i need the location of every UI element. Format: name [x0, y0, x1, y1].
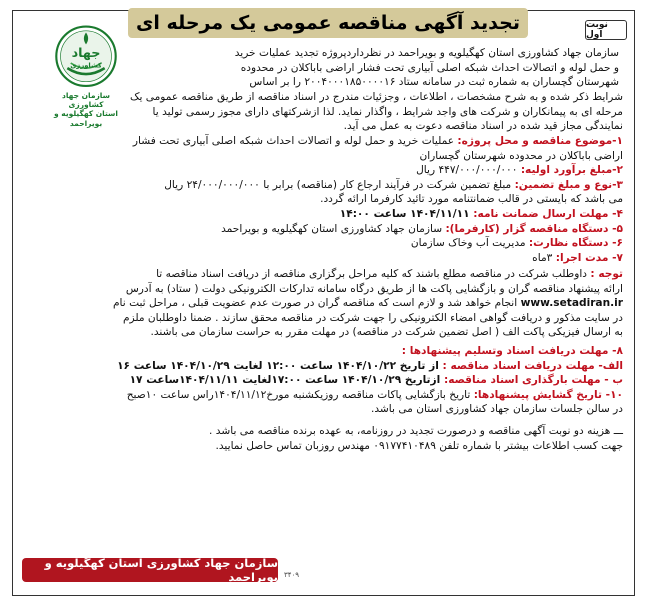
- closing-notes: [19, 424, 623, 453]
- logo-emblem-icon: [48, 24, 124, 89]
- intro-paragraph-top: سازمان جهاد کشاورزی استان کهگیلویه و بویراحمد در نظرداردپروژه تجدید عملیات خرید و حمل لوله و اتصالات احداث شبکه اصلی آبیاری تحت فشار اراضی باباکلان در محدوده شهرستان گچساران به شماره ثبت در سامانه ستاد ۲۰۰۴۰۰۰۱۸۵۰۰۰۰۱۶ را بر اساس: [234, 47, 619, 89]
- footer-org-banner: سازمان جهاد کشاورزی استان کهگیلویه و بویراحمد: [22, 558, 278, 582]
- item-supervisor: ۶- دستگاه نظارت: مدیریت آب وخاک سازمان: [410, 237, 623, 250]
- item-guarantee: ۳-نوع و مبلغ تضمین: مبلغ تضمین شرکت در فرآیند ارجاع کار (مناقصه) برابر با ۲۴/۰۰۰/۰۰۰/۰۰۰ ریال: [164, 178, 623, 191]
- schedule-download: الف- مهلت دریافت اسناد مناقصه : از تاریخ ۱۴۰۴/۱۰/۲۲ ساعت ۱۲:۰۰ لغایت ۱۴۰۴/۱۰/۲۹ ساعت ۱۶: [117, 359, 623, 372]
- item-duration: ۷- مدت اجرا: ۳ماه: [532, 251, 623, 264]
- note-label: توجه :: [590, 268, 623, 280]
- turn-badge: نوبت اول: [585, 20, 627, 40]
- notice-page: [8, 6, 637, 592]
- notice-items: [19, 134, 623, 265]
- logo-subword: کشاورزی: [70, 61, 102, 70]
- closing-fee-note: ـــ هزینه دو نوبت آگهی مناقصه و درصورت تجدید در روزنامه، به عهده برنده مناقصه می باشد .: [209, 425, 623, 437]
- item-subject: ۱-موضوع مناقصه و محل پروژه: عملیات خرید و حمل لوله و اتصالات احداث شبکه اصلی آبیاری تحت فشار: [132, 135, 623, 147]
- setadiran-link[interactable]: www.setadiran.ir: [520, 297, 623, 310]
- item-guarantee-deadline: ۴- مهلت ارسال ضمانت نامه: ۱۴۰۴/۱۱/۱۱ ساعت ۱۴:۰۰: [339, 207, 623, 220]
- note-paragraph: توجه : داوطلب شرکت در مناقصه مطلع باشند که کلیه مراحل برگزاری مناقصه از دریافت اسناد مناقصه تا ارائه پیشنهاد مناقصه گران و بازگشایی پاکت ها از طریق درگاه سامانه تدارکات الکترونیکی دولت ( ستاد) به آدرس www.setadiran.ir انجام خواهد شد و لازم است که مناقصه گران در صورت عدم عضویت قبلی ، مراحل ثبت نام در سایت مذکور و دریافت گواهی امضاء الکترونیکی را جهت شرکت در مناقصه محقق سازند . ضمنا داوطلبان ملزم به ارسال فیزیکی پاکت الف ( اصل تضمین شرکت در مناقصه) در مهلت مقرر به حراست سازمان می باشند.: [112, 268, 623, 339]
- intro-paragraph-rest: شرایط ذکر شده و به شرح مشخصات ، اطلاعات ، وجزئیات مندرج در اسناد مناقصه از طریق مناقصه عمومی یک مرحله ای به پیمانکاران و شرکت های واجد شرایط ، واگذار نماید. لذا ازشرکتهای دارای مجوز رسمی تولید یا نمایندگی مجاز قید شده در اسناد مناقصه دعوت به عمل می آید.: [129, 91, 623, 133]
- item-estimate: ۲-مبلغ برآورد اولیه: ۴۴۷/۰۰۰/۰۰۰/۰۰۰ ریال: [416, 164, 623, 177]
- notice-title: تجدید آگهی مناقصه عمومی یک مرحله ای: [128, 8, 528, 38]
- item-employer: ۵- دستگاه مناقصه گزار (کارفرما): سازمان جهاد کشاورزی استان کهگیلویه و بویراحمد: [221, 222, 623, 235]
- logo-caption: سازمان جهاد کشاورزی استان کهگیلویه و بویراحمد: [54, 90, 118, 128]
- schedule: [19, 344, 623, 417]
- schedule-heading: ۸- مهلت دریافت اسناد وتسلیم پیشنهادها :: [401, 345, 623, 357]
- page-number: ۳۴۰۹: [284, 571, 300, 579]
- item-guarantee-cont: می باشد که بایستی در قالب ضمانتنامه مورد تائید کارفرما ارائه گردد.: [320, 193, 623, 206]
- logo-word: جهاد: [71, 46, 101, 62]
- schedule-upload: ب - مهلت بارگذاری اسناد مناقصه: ازتاریخ ۱۴۰۴/۱۰/۲۹ ساعت ۱۷:۰۰لغایت ۱۴۰۴/۱۱/۱۱ساعت ۱۷: [129, 374, 623, 387]
- closing-contact: جهت کسب اطلاعات بیشتر با شماره تلفن ۰۹۱۷۷۴۱۰۴۸۹ مهندس روزبان تماس حاصل نمایید.: [215, 439, 623, 452]
- schedule-opening-cont: در سالن جلسات سازمان جهاد کشاورزی استان می باشد.: [370, 403, 623, 416]
- item-subject-cont: اراضی باباکلان در محدوده شهرستان گچساران: [419, 149, 623, 162]
- schedule-opening: ۱۰- تاریخ گشایش پیشنهادها: تاریخ بازگشایی پاکات مناقصه روزیکشنبه مورخ۱۴۰۴/۱۱/۱۲راس ساعت ۱۰صبح: [126, 388, 623, 401]
